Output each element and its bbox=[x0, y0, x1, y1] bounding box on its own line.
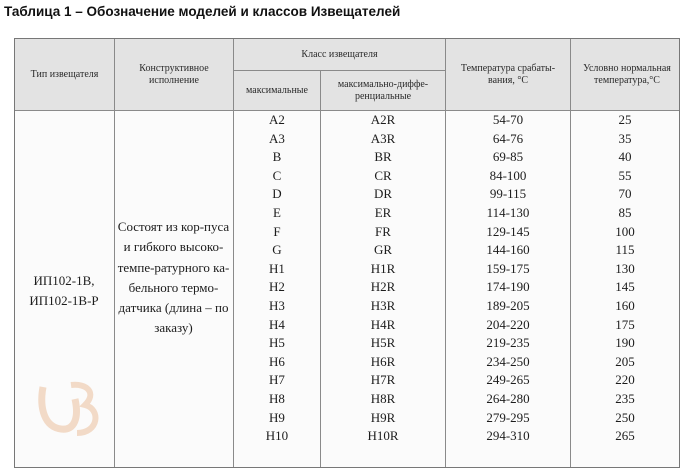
cell-class-max: B bbox=[272, 149, 282, 165]
cell-normal-temp: 190 bbox=[615, 335, 635, 351]
header-class-group: Класс извещателя bbox=[301, 48, 378, 60]
cell-normal-temp: 40 bbox=[618, 149, 632, 165]
cell-normal-temp: 85 bbox=[618, 204, 632, 220]
cell-trigger-temp: 159-175 bbox=[486, 260, 530, 276]
cell-class-max: A3 bbox=[269, 130, 285, 146]
cell-class-max: F bbox=[273, 223, 281, 239]
cell-class-max: H1 bbox=[269, 260, 285, 276]
construction-description: Состоят из кор-пуса и гибкого высоко-темпе-ратурного ка-бельного термо-датчика (длина – по заказу) bbox=[117, 219, 230, 336]
table-caption: Таблица 1 – Обозначение моделей и классов Извещателей bbox=[4, 4, 401, 19]
cell-trigger-temp: 84-100 bbox=[489, 167, 527, 183]
cell-normal-temp: 175 bbox=[615, 316, 635, 332]
cell-trigger-temp: 99-115 bbox=[489, 186, 527, 202]
cell-trigger-temp: 64-76 bbox=[492, 130, 524, 146]
header-construction: Конструктивное исполнение bbox=[139, 62, 209, 86]
cell-class-max: D bbox=[272, 186, 282, 202]
header-type: Тип извещателя bbox=[30, 68, 99, 80]
cell-class-max: H7 bbox=[269, 372, 285, 388]
detector-type: ИП102-1В, ИП102-1В-Р bbox=[29, 273, 99, 308]
cell-trigger-temp: 114-130 bbox=[486, 204, 530, 220]
cell-normal-temp: 220 bbox=[615, 372, 635, 388]
cell-class-max: H4 bbox=[269, 316, 285, 332]
cell-normal-temp: 250 bbox=[615, 409, 635, 425]
cell-normal-temp: 235 bbox=[615, 390, 635, 406]
header-max: максимальные bbox=[246, 84, 308, 96]
column-max bbox=[234, 111, 320, 446]
cell-normal-temp: 115 bbox=[615, 242, 635, 258]
cell-class-maxdiff: H8R bbox=[370, 390, 396, 406]
cell-class-max: H8 bbox=[269, 390, 285, 406]
cell-trigger-temp: 174-190 bbox=[486, 279, 530, 295]
cell-class-maxdiff: DR bbox=[373, 186, 393, 202]
cell-class-max: H5 bbox=[269, 335, 285, 351]
cell-class-maxdiff: FR bbox=[375, 223, 391, 239]
cell-trigger-temp: 234-250 bbox=[486, 353, 530, 369]
cell-class-maxdiff: GR bbox=[373, 242, 393, 258]
logo-u-stroke bbox=[42, 387, 77, 429]
cell-class-max: H10 bbox=[265, 428, 289, 444]
cell-class-max: H6 bbox=[269, 353, 285, 369]
cell-trigger-temp: 219-235 bbox=[486, 335, 530, 351]
cell-trigger-temp: 204-220 bbox=[486, 316, 530, 332]
header-maxdiff: максимально-диффе-ренциальные bbox=[337, 78, 429, 102]
cell-normal-temp: 25 bbox=[618, 112, 632, 127]
cell-class-maxdiff: H3R bbox=[370, 297, 396, 313]
cell-class-maxdiff: ER bbox=[374, 204, 392, 220]
cell-normal-temp: 35 bbox=[618, 130, 632, 146]
header-normal-temp: Условно нормальная температура,°С bbox=[583, 62, 671, 86]
cell-class-maxdiff: H5R bbox=[370, 335, 396, 351]
cell-normal-temp: 70 bbox=[618, 186, 632, 202]
cell-trigger-temp: 294-310 bbox=[486, 428, 530, 444]
cell-class-max: H3 bbox=[269, 297, 285, 313]
cell-normal-temp: 130 bbox=[615, 260, 635, 276]
cell-trigger-temp: 54-70 bbox=[492, 112, 524, 127]
cell-class-max: H9 bbox=[269, 409, 285, 425]
column-normal-temp bbox=[571, 111, 679, 446]
cell-normal-temp: 160 bbox=[615, 297, 635, 313]
cell-class-max: C bbox=[272, 167, 282, 183]
column-maxdiff bbox=[321, 111, 445, 446]
cell-class-maxdiff: H10R bbox=[367, 428, 399, 444]
cell-trigger-temp: 264-280 bbox=[486, 390, 530, 406]
cell-normal-temp: 55 bbox=[618, 167, 632, 183]
cell-normal-temp: 145 bbox=[615, 279, 635, 295]
cell-class-maxdiff: A3R bbox=[370, 130, 396, 146]
cell-trigger-temp: 69-85 bbox=[492, 149, 524, 165]
cell-trigger-temp: 144-160 bbox=[486, 242, 530, 258]
cell-class-max: G bbox=[272, 242, 282, 258]
header-trigger-temp: Температура срабаты-вания, °С bbox=[460, 62, 556, 86]
cell-class-maxdiff: H7R bbox=[370, 372, 396, 388]
cell-normal-temp: 100 bbox=[615, 223, 635, 239]
cell-class-maxdiff: H9R bbox=[370, 409, 396, 425]
cell-class-maxdiff: H1R bbox=[370, 260, 396, 276]
watermark-logo bbox=[35, 379, 105, 439]
cell-trigger-temp: 249-265 bbox=[486, 372, 530, 388]
cell-class-max: E bbox=[273, 204, 281, 220]
detector-class-table bbox=[14, 38, 680, 468]
cell-normal-temp: 205 bbox=[615, 353, 635, 369]
cell-class-maxdiff: A2R bbox=[370, 112, 396, 127]
cell-trigger-temp: 129-145 bbox=[486, 223, 530, 239]
cell-trigger-temp: 189-205 bbox=[486, 297, 530, 313]
cell-class-max: A2 bbox=[269, 112, 285, 127]
cell-class-maxdiff: H4R bbox=[370, 316, 396, 332]
cell-class-maxdiff: H2R bbox=[370, 279, 396, 295]
cell-class-maxdiff: CR bbox=[374, 167, 392, 183]
cell-trigger-temp: 279-295 bbox=[486, 409, 530, 425]
cell-class-max: H2 bbox=[269, 279, 285, 295]
cell-normal-temp: 265 bbox=[615, 428, 635, 444]
column-trigger-temp bbox=[446, 111, 570, 446]
cell-class-maxdiff: H6R bbox=[370, 353, 396, 369]
cell-class-maxdiff: BR bbox=[374, 149, 392, 165]
